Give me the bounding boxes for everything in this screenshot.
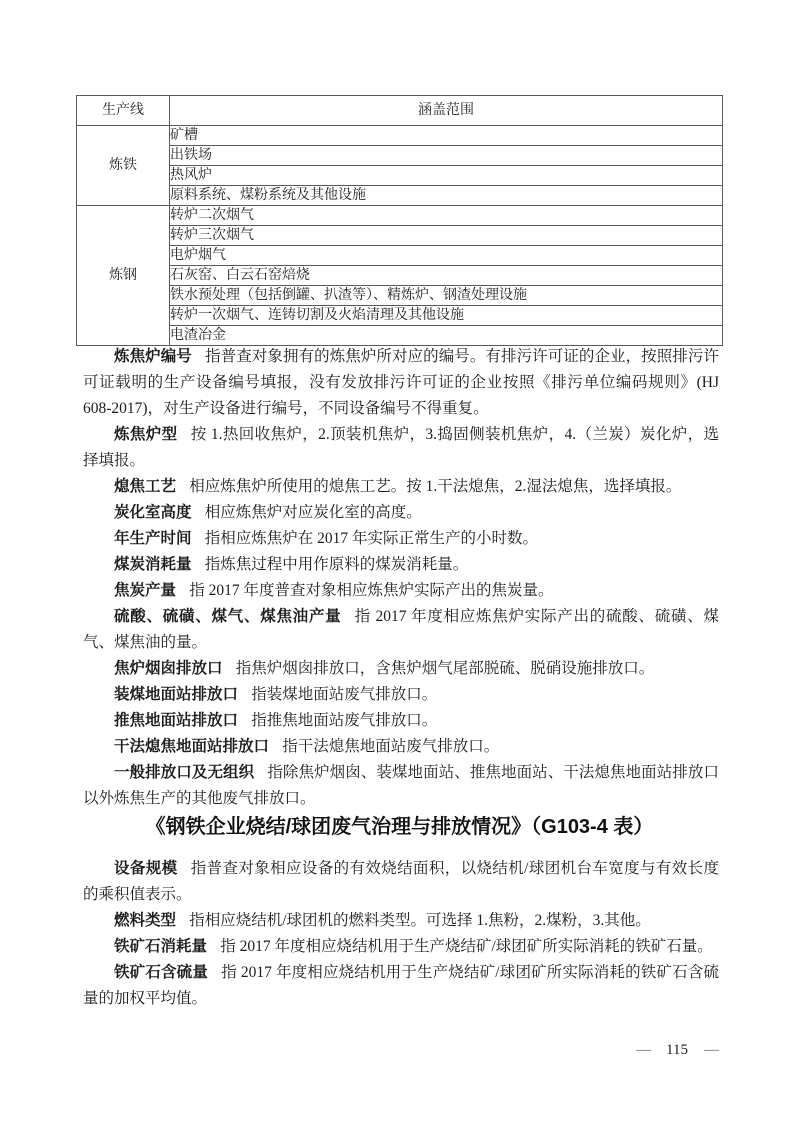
definition-text: 指 2017 年度相应烧结机用于生产烧结矿/球团矿所实际消耗的铁矿石量。 <box>220 938 713 955</box>
production-line-cell: 炼钢 <box>77 206 170 346</box>
definition-paragraph <box>83 604 719 656</box>
definition-paragraph <box>83 760 719 812</box>
coverage-scope-cell: 电炉烟气 <box>170 246 723 266</box>
definition-term: 炼焦炉型 <box>114 426 178 443</box>
definition-term: 装煤地面站排放口 <box>114 686 239 703</box>
header-row <box>77 96 723 126</box>
definition-paragraph <box>83 708 719 734</box>
definition-term: 铁矿石消耗量 <box>114 938 208 955</box>
definition-term: 年生产时间 <box>114 530 192 547</box>
definition-paragraph <box>83 422 719 474</box>
definition-term: 一般排放口及无组织 <box>114 764 255 781</box>
definition-term: 炼焦炉编号 <box>114 348 192 365</box>
table-row <box>77 286 723 306</box>
definition-paragraph <box>83 908 719 934</box>
column-header-production-line: 生产线 <box>77 96 170 126</box>
table-row <box>77 126 723 146</box>
definition-paragraph <box>83 500 719 526</box>
table-row <box>77 246 723 266</box>
definition-term: 硫酸、硫磺、煤气、煤焦油产量 <box>114 608 342 625</box>
definition-text: 指干法熄焦地面站废气排放口。 <box>282 738 500 755</box>
coverage-scope-cell: 热风炉 <box>170 166 723 186</box>
coverage-table <box>76 95 723 346</box>
definition-text: 指装煤地面站废气排放口。 <box>251 686 438 703</box>
coverage-scope-cell: 转炉一次烟气、连铸切割及火焰清理及其他设施 <box>170 306 723 326</box>
table-row <box>77 206 723 226</box>
definition-text: 指焦炉烟囱排放口，含焦炉烟气尾部脱硫、脱硝设施排放口。 <box>235 660 655 677</box>
definition-term: 焦炉烟囱排放口 <box>114 660 223 677</box>
coverage-scope-cell: 电渣冶金 <box>170 326 723 346</box>
coverage-scope-cell: 铁水预处理（包括倒罐、扒渣等）、精炼炉、钢渣处理设施 <box>170 286 723 306</box>
coverage-scope-cell: 矿槽 <box>170 126 723 146</box>
page-number-footer <box>636 1040 718 1060</box>
definition-paragraph <box>83 526 719 552</box>
definition-text: 指普查对象相应设备的有效烧结面积，以烧结机/球团机台车宽度与有效长度的乘积值表示。 <box>83 860 719 903</box>
definition-term: 煤炭消耗量 <box>114 556 192 573</box>
definition-text: 指除焦炉烟囱、装煤地面站、推焦地面站、干法熄焦地面站排放口以外炼焦生产的其他废气排放口。 <box>83 764 719 807</box>
definition-paragraph <box>83 474 719 500</box>
definition-text: 指 2017 年度相应烧结机用于生产烧结矿/球团矿所实际消耗的铁矿石含硫量的加权平均值。 <box>83 964 719 1007</box>
table-row <box>77 166 723 186</box>
definition-paragraph <box>83 552 719 578</box>
footer-right-dash: — <box>704 1042 718 1058</box>
table-row <box>77 306 723 326</box>
coverage-scope-cell: 转炉二次烟气 <box>170 206 723 226</box>
definition-term: 焦炭产量 <box>114 582 177 599</box>
definition-text: 指炼焦过程中用作原料的煤炭消耗量。 <box>204 556 469 573</box>
production-line-cell: 炼铁 <box>77 126 170 206</box>
coverage-scope-cell: 出铁场 <box>170 146 723 166</box>
column-header-coverage-scope: 涵盖范围 <box>170 96 723 126</box>
definition-paragraph <box>83 682 719 708</box>
coverage-table-header <box>77 96 723 126</box>
definition-text: 指相应烧结机/球团机的燃料类型。可选择 1.焦粉，2.煤粉，3.其他。 <box>189 912 651 929</box>
definition-paragraph <box>83 856 719 908</box>
coverage-scope-cell: 转炉三次烟气 <box>170 226 723 246</box>
definition-text: 相应炼焦炉对应炭化室的高度。 <box>204 504 422 521</box>
page-number: 115 <box>666 1042 688 1058</box>
definition-term: 铁矿石含硫量 <box>114 964 209 981</box>
definition-text: 指相应炼焦炉在 2017 年实际正常生产的小时数。 <box>204 530 538 547</box>
definition-text: 指普查对象拥有的炼焦炉所对应的编号。有排污许可证的企业，按照排污许可证载明的生产设备编号填报，没有发放排污许可证的企业按照《排污单位编码规则》(HJ 608-2017)，对生产设备进行编号，不同设备编号不得重复。 <box>83 348 719 417</box>
definition-paragraph <box>83 344 719 422</box>
coverage-scope-cell: 石灰窑、白云石窑焙烧 <box>170 266 723 286</box>
definition-paragraph <box>83 960 719 1012</box>
section-heading: 《钢铁企业烧结/球团废气治理与排放情况》（G103-4 表） <box>145 816 654 838</box>
definition-text: 按 1.热回收焦炉，2.顶装机焦炉，3.捣固侧装机焦炉，4.（兰炭）炭化炉，选择填报。 <box>83 426 719 469</box>
definition-paragraph <box>83 934 719 960</box>
definition-term: 干法熄焦地面站排放口 <box>114 738 270 755</box>
definition-paragraph <box>83 656 719 682</box>
table-row <box>77 226 723 246</box>
definitions-coking-section <box>83 344 719 812</box>
definitions-sintering-section <box>83 856 719 1012</box>
table-row <box>77 146 723 166</box>
footer-left-dash: — <box>636 1042 651 1058</box>
definition-text: 指 2017 年度相应炼焦炉实际产出的硫酸、硫磺、煤气、煤焦油的量。 <box>83 608 719 651</box>
definition-text: 相应炼焦炉所使用的熄焦工艺。按 1.干法熄焦，2.湿法熄焦，选择填报。 <box>189 478 682 495</box>
definition-term: 燃料类型 <box>114 912 177 929</box>
definition-term: 熄焦工艺 <box>114 478 177 495</box>
table-row <box>77 186 723 206</box>
definition-text: 指 2017 年度普查对象相应炼焦炉实际产出的焦炭量。 <box>189 582 554 599</box>
coverage-table-body <box>77 126 723 346</box>
definition-paragraph <box>83 578 719 604</box>
coverage-table-wrap <box>76 95 723 346</box>
definition-term: 炭化室高度 <box>114 504 192 521</box>
definition-paragraph <box>83 734 719 760</box>
definition-term: 设备规模 <box>114 860 178 877</box>
coverage-scope-cell: 原料系统、煤粉系统及其他设施 <box>170 186 723 206</box>
definition-term: 推焦地面站排放口 <box>114 712 239 729</box>
definition-text: 指推焦地面站废气排放口。 <box>251 712 438 729</box>
table-row <box>77 326 723 346</box>
table-row <box>77 266 723 286</box>
